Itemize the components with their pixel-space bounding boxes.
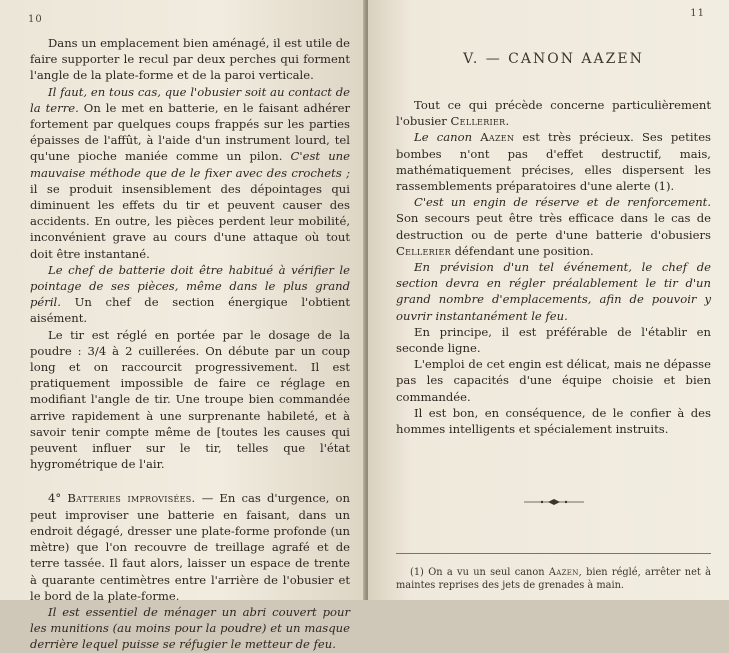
footnote: [396, 566, 711, 593]
right-page-footer: [368, 0, 729, 600]
text-run: Un chef de section énergique l'obtient aisément.: [30, 295, 350, 326]
text-run: est très précieux. Ses petites bombes n'ont pas d'effet destructif, mais, mathématiquement précises, elles dispersent les rassemblements préparatoires d'une alerte (1).: [396, 130, 712, 194]
paragraph: L'emploi de cet engin est délicat, mais ne dépasse pas les capacités d'une équipe choisie et bien commandée.: [396, 357, 711, 404]
text-run: Tout ce qui précède concerne particulièrement l'obusier: [396, 98, 711, 129]
italic-phrase: C'est une mauvaise méthode que de le fixer avec des crochets ;: [30, 149, 350, 180]
smallcaps-name: Aazen: [548, 567, 579, 578]
italic-phrase: C'est un engin de réserve et de renforcement.: [414, 195, 711, 210]
smallcaps-name: Cellerier: [450, 114, 506, 129]
section-title: V. — CANON AAZEN: [463, 51, 644, 67]
item-number: 4°: [48, 491, 68, 506]
text-run: défendant une position.: [450, 243, 594, 258]
italic-phrase: Le canon: [414, 130, 481, 145]
paragraph: Le tir est réglé en portée par le dosage de la poudre : 3/4 à 2 cuillerées. On débute par un coup long et on raccourcit progressivement. Il est pratiquement impossible de faire ce réglage en modifiant l'angle de tir. Une troupe bien commandée arrive rapidement à une surprenante habileté, et à savoir tenir compte même de [toutes les causes qui peuvent influer sur le tir, telles que l'état hygrométrique de l'air.: [30, 327, 350, 472]
paragraph: En prévision d'un tel événement, le chef de section devra en régler préalablement le tir d'un grand nombre d'emplacements, afin de pouvoir y ouvrir instantanément le feu.: [396, 260, 711, 323]
footnote-rule: [396, 553, 711, 554]
italic-phrase: Le chef de batterie doit être habitué à vérifier le pointage de ses pièces, même dans le plus grand péril.: [30, 262, 350, 310]
text-run: — En cas d'urgence, on peut improviser une batterie en faisant, dans un endroit dégagé, dresser une plate-forme profonde (un mètre) que l'on recouvre de treillage agrafé et de terre tassée. Il faut alors, laisser un espace de trente à quarante centimètres entre l'arrière de l'obusier et le bord de la plate-forme.: [30, 491, 351, 603]
smallcaps-name: Aazen: [480, 130, 515, 145]
left-page-text: [30, 35, 350, 653]
paragraph: [30, 262, 350, 327]
italic-phrase: Il faut, en tous cas, que l'obusier soit au contact de la terre.: [30, 84, 350, 115]
text-run: , bien réglé, arrêter net à maintes reprises des jets de grenades à main.: [396, 567, 711, 592]
page-number-left: 10: [28, 14, 43, 25]
text-run: On le met en batterie, en le faisant adhérer fortement par quelques coups frappés sur les parties épaisses de l'affût, à l'aide d'un instrument lourd, tel qu'une pioche maniée comme un pilon.: [30, 100, 350, 164]
smallcaps-name: Cellerier: [396, 243, 451, 258]
text-run: .: [505, 114, 510, 129]
paragraph: [30, 84, 350, 262]
footnote-text: [396, 566, 711, 593]
text-run: il se produit insensiblement des dépointages qui diminuent les effets du tir et peuvent causer des accidents. En outre, les pièces perdent leur mobilité, inconvénient grave au cours d'une attaque où tout doit être instantané.: [30, 181, 350, 261]
paragraph: Dans un emplacement bien aménagé, il est utile de faire supporter le recul par deux perches qui forment l'angle de la plate-forme et de la paroi verticale.: [30, 36, 350, 83]
text-run: Son secours peut être très efficace dans le cas de destruction ou de perte d'une batterie d'obusiers: [396, 211, 711, 242]
paragraph: En principe, il est préférable de l'établir en seconde ligne.: [396, 324, 711, 356]
section-heading: Batteries improvisées.: [67, 491, 196, 506]
page-number-right: 11: [690, 8, 705, 19]
paragraph: Il est essentiel de ménager un abri couvert pour les munitions (au moins pour la poudre) et un masque derrière lequel puisse se réfugier le metteur de feu.: [30, 604, 350, 652]
paragraph: Il est bon, en conséquence, de le confier à des hommes intelligents et spécialement instruits.: [396, 405, 711, 437]
paragraph: [30, 490, 350, 603]
text-run: (1) On a vu un seul canon: [410, 567, 549, 578]
